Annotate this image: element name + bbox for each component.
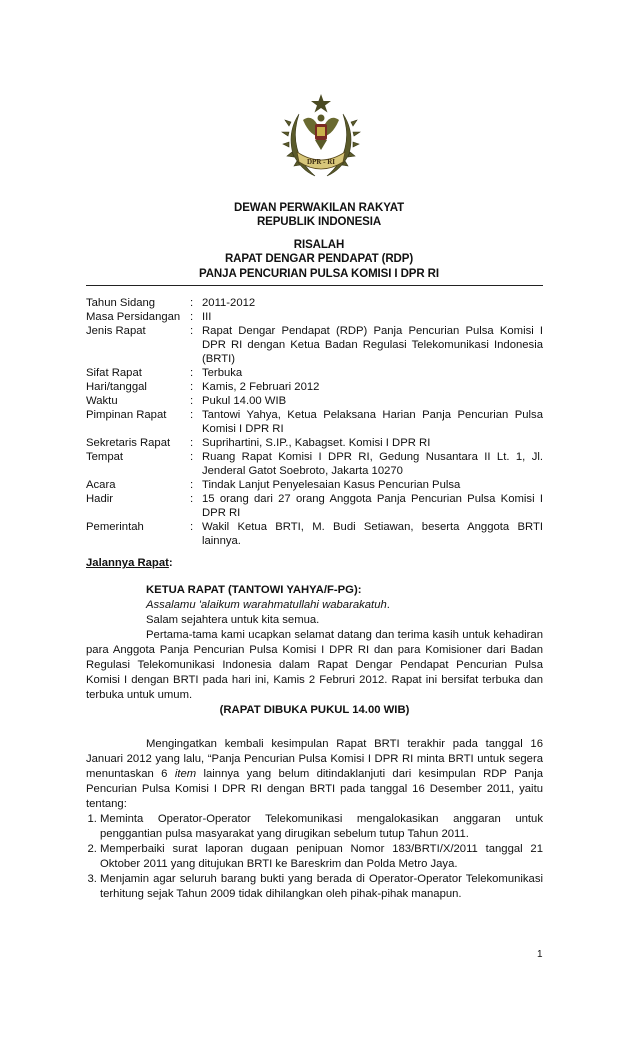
meta-label: Jenis Rapat bbox=[86, 325, 146, 337]
meta-colon: : bbox=[190, 395, 194, 407]
meta-value: Ruang Rapat Komisi I DPR RI, Gedung Nusantara II Lt. 1, Jl. Jenderal Gatot Soebroto, Jakarta 10270 bbox=[202, 451, 543, 477]
meta-value: Wakil Ketua BRTI, M. Budi Setiawan, beserta Anggota BRTI lainnya. bbox=[202, 521, 543, 547]
section-heading bbox=[86, 556, 543, 571]
meta-value: Tindak Lanjut Penyelesaian Kasus Pencurian Pulsa bbox=[202, 479, 461, 491]
header-line-3: RISALAH bbox=[293, 239, 345, 251]
header-line-2: REPUBLIK INDONESIA bbox=[256, 216, 382, 228]
reminder-paragraph bbox=[86, 737, 543, 812]
meta-label: Sifat Rapat bbox=[86, 367, 142, 379]
meta-label: Tahun Sidang bbox=[86, 297, 156, 309]
meta-row bbox=[86, 366, 543, 380]
logo-text: DPR - RI bbox=[307, 158, 335, 166]
meta-colon: : bbox=[190, 367, 194, 379]
opening-paragraph: Pertama-tama kami ucapkan selamat datang dan terima kasih untuk kehadiran para Anggota Panja Pencurian Pulsa Komisi I DPR RI dan para Komisioner dari Badan Regulasi Telekomunikasi Indonesia dalam Rapat Dengar Pendapat Pencurian Pulsa Komisi I dengan BRTI pada hari ini, Kamis 2 Februri 2012. Rapat ini bersifat terbuka dan terbuka untuk umum. bbox=[86, 629, 543, 701]
meta-row bbox=[86, 450, 543, 478]
meta-colon: : bbox=[190, 451, 194, 463]
meta-value: Tantowi Yahya, Ketua Pelaksana Harian Panja Pencurian Pulsa Komisi I DPR RI bbox=[202, 409, 543, 435]
meta-colon: : bbox=[190, 437, 194, 449]
meta-label: Pemerintah bbox=[86, 521, 144, 533]
meta-colon: : bbox=[190, 325, 194, 337]
meta-colon: : bbox=[190, 381, 194, 393]
meta-row bbox=[86, 520, 543, 548]
meta-colon: : bbox=[190, 409, 194, 421]
meta-row bbox=[86, 310, 543, 324]
meta-value: Suprihartini, S.IP., Kabagset. Komisi I DPR RI bbox=[202, 437, 431, 449]
meta-value: 2011-2012 bbox=[202, 297, 256, 309]
reminder-text-b: lainnya yang belum ditindaklanjuti dari kesimpulan RDP Panja Pencurian Pulsa Komisi I DPR RI dengan BRTI pada tanggal 16 Desember 2011, yaitu tentang: bbox=[86, 768, 543, 810]
meta-label: Hadir bbox=[86, 493, 113, 505]
meta-label: Masa Persidangan bbox=[86, 311, 181, 323]
meeting-opened-note: (RAPAT DIBUKA PUKUL 14.00 WIB) bbox=[219, 704, 410, 716]
header-rule bbox=[86, 285, 543, 286]
header-line-1: DEWAN PERWAKILAN RAKYAT bbox=[234, 202, 404, 214]
greeting-suffix: . bbox=[386, 599, 390, 611]
meta-colon: : bbox=[190, 297, 194, 309]
speech-block bbox=[86, 583, 543, 703]
reminder-text-a: Mengingatkan kembali kesimpulan Rapat BRTI terakhir pada tanggal 16 Januari 2012 yang lalu, “Panja Pencurian Pulsa Komisi I DPR RI minta BRTI untuk segera menuntaskan 6 bbox=[86, 738, 543, 780]
meta-label: Tempat bbox=[86, 451, 124, 463]
meta-colon: : bbox=[190, 493, 194, 505]
meta-label: Sekretaris Rapat bbox=[86, 437, 171, 449]
meta-row bbox=[86, 492, 543, 520]
meta-label: Hari/tanggal bbox=[86, 381, 147, 393]
meta-table bbox=[86, 296, 543, 548]
reminder-list bbox=[86, 812, 543, 902]
section-heading-text: Jalannya Rapat bbox=[86, 557, 169, 569]
meta-row bbox=[86, 394, 543, 408]
meta-row bbox=[86, 324, 543, 366]
meta-row bbox=[86, 296, 543, 310]
meta-colon: : bbox=[190, 521, 194, 533]
page-number: 1 bbox=[537, 949, 543, 960]
salam-line: Salam sejahtera untuk kita semua. bbox=[146, 614, 320, 626]
list-item: 2. Memperbaiki surat laporan dugaan penipuan Nomor 183/BRTI/X/2011 tanggal 21 Oktober 2011 yang ditujukan BRTI ke Bareskrim dan Polda Metro Jaya. bbox=[100, 842, 543, 872]
meta-colon: : bbox=[190, 311, 194, 323]
meta-row bbox=[86, 408, 543, 436]
meta-label: Waktu bbox=[86, 395, 118, 407]
greeting-text: Assalamu 'alaikum warahmatullahi wabarakatuh bbox=[146, 599, 387, 611]
meta-value: 15 orang dari 27 orang Anggota Panja Pencurian Pulsa Komisi I DPR RI bbox=[202, 493, 543, 519]
meta-colon: : bbox=[190, 479, 194, 491]
section-heading-colon: : bbox=[168, 557, 173, 569]
list-item: 3. Menjamin agar seluruh barang bukti yang berada di Operator-Operator Telekomunikasi terhitung sejak Tahun 2009 tidak dihilangkan oleh pihak-pihak manapun. bbox=[100, 872, 543, 902]
meta-value: Rapat Dengar Pendapat (RDP) Panja Pencurian Pulsa Komisi I DPR RI dengan Ketua Badan Regulasi Telekomunikasi Indonesia (BRTI) bbox=[202, 325, 543, 365]
meta-row bbox=[86, 478, 543, 492]
meta-value: III bbox=[202, 311, 212, 323]
header-line-5: PANJA PENCURIAN PULSA KOMISI I DPR RI bbox=[199, 268, 439, 280]
meta-label: Acara bbox=[86, 479, 116, 491]
meta-value: Kamis, 2 Februari 2012 bbox=[202, 381, 320, 393]
reminder-block bbox=[86, 737, 543, 902]
garuda-emblem-icon bbox=[281, 92, 361, 184]
meta-row bbox=[86, 380, 543, 394]
header-line-4: RAPAT DENGAR PENDAPAT (RDP) bbox=[224, 253, 414, 265]
list-item: 1. Meminta Operator-Operator Telekomunikasi mengalokasikan anggaran untuk penggantian pulsa masyarakat yang dirugikan sebelum tutup Tahun 2011. bbox=[100, 812, 543, 842]
meta-row bbox=[86, 436, 543, 450]
meta-value: Pukul 14.00 WIB bbox=[202, 395, 287, 407]
meta-label: Pimpinan Rapat bbox=[86, 409, 167, 421]
meta-value: Terbuka bbox=[202, 367, 243, 379]
reminder-item-word: item bbox=[174, 768, 197, 780]
greeting-line bbox=[86, 598, 543, 613]
speaker-name: KETUA RAPAT (TANTOWI YAHYA/F-PG): bbox=[146, 584, 362, 596]
